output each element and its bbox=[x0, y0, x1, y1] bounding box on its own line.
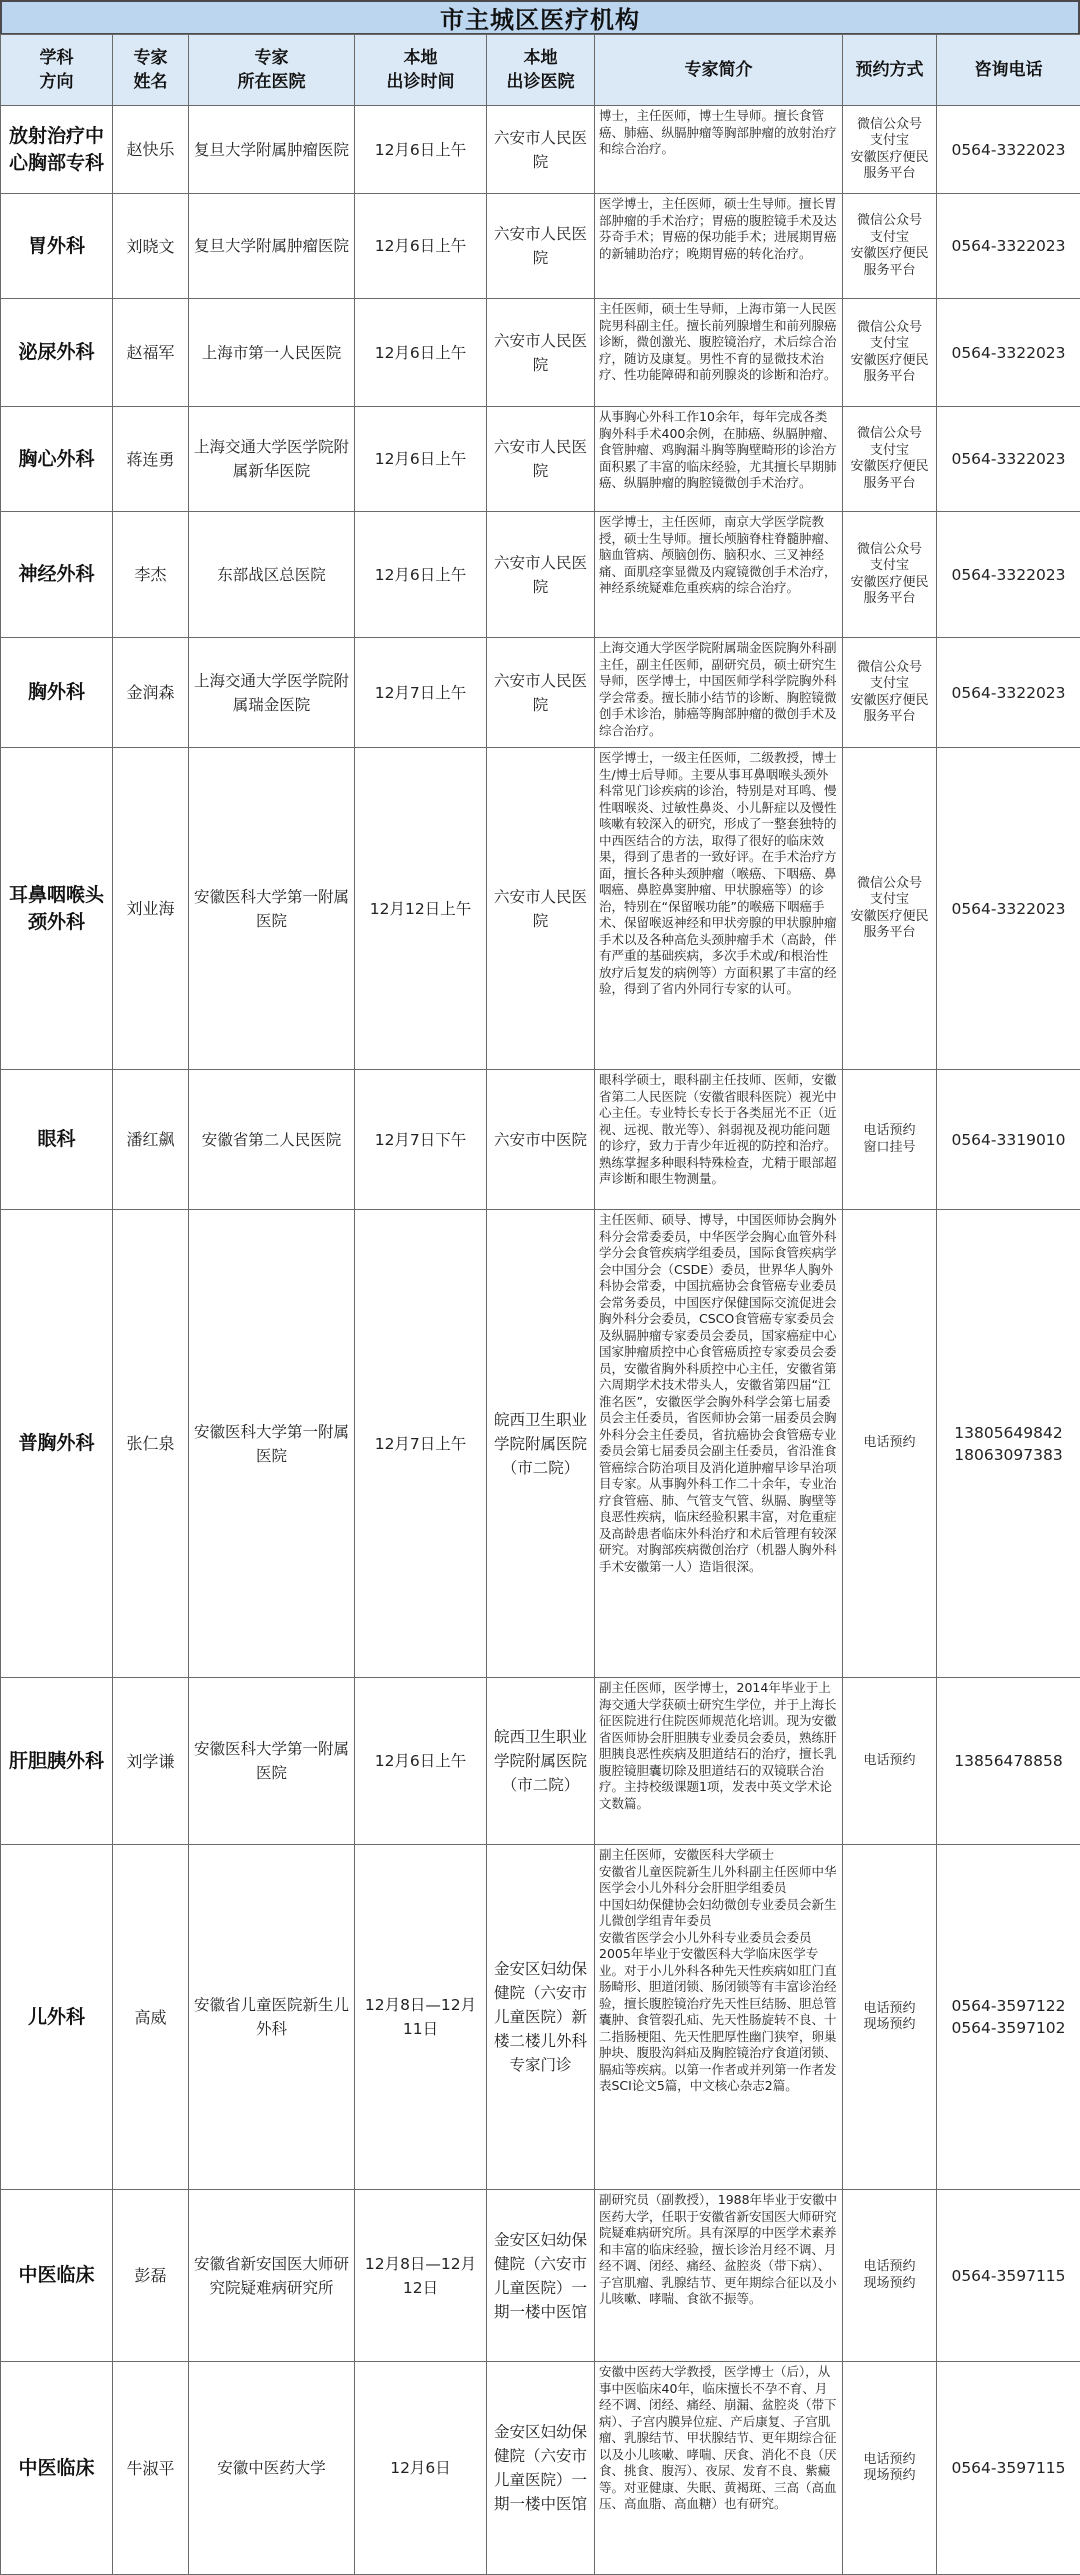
dept-cell: 泌尿外科 bbox=[1, 299, 113, 407]
header-name: 专家 姓名 bbox=[113, 35, 189, 106]
table-row bbox=[1, 1678, 1080, 1845]
expert-name: 高威 bbox=[113, 1845, 189, 2190]
expert-name: 李杰 bbox=[113, 512, 189, 638]
header-place: 本地 出诊医院 bbox=[487, 35, 595, 106]
expert-name: 蒋连勇 bbox=[113, 407, 189, 512]
clinic-hospital: 皖西卫生职业学院附属医院（市二院） bbox=[487, 1678, 595, 1845]
expert-hospital: 安徽省儿童医院新生儿外科 bbox=[189, 1845, 355, 2190]
phone-number[interactable]: 0564-3322023 bbox=[937, 748, 1080, 1070]
expert-name: 刘学谦 bbox=[113, 1678, 189, 1845]
booking-method: 电话预约 窗口挂号 bbox=[843, 1070, 937, 1210]
clinic-time: 12月12日上午 bbox=[355, 748, 487, 1070]
header-phone: 咨询电话 bbox=[937, 35, 1080, 106]
clinic-hospital: 金安区妇幼保健院（六安市儿童医院）一期一楼中医馆 bbox=[487, 2362, 595, 2575]
expert-name: 赵快乐 bbox=[113, 106, 189, 194]
expert-hospital: 安徽省新安国医大师研究院疑难病研究所 bbox=[189, 2190, 355, 2362]
expert-hospital: 安徽医科大学第一附属医院 bbox=[189, 748, 355, 1070]
dept-cell: 神经外科 bbox=[1, 512, 113, 638]
expert-hospital: 复旦大学附属肿瘤医院 bbox=[189, 106, 355, 194]
expert-hospital: 上海交通大学医学院附属新华医院 bbox=[189, 407, 355, 512]
clinic-time: 12月6日上午 bbox=[355, 106, 487, 194]
table-row bbox=[1, 1210, 1080, 1678]
expert-name: 牛淑平 bbox=[113, 2362, 189, 2575]
expert-intro: 从事胸心外科工作10余年，每年完成各类胸外科手术400余例，在肺癌、纵膈肿瘤、食管肿瘤、鸡胸漏斗胸等胸壁畸形的诊治方面积累了丰富的临床经验，尤其擅长早期肺癌、纵膈肿瘤的胸腔镜微创手术治疗。 bbox=[595, 407, 843, 512]
clinic-hospital: 六安市人民医院 bbox=[487, 299, 595, 407]
table-row bbox=[1, 407, 1080, 512]
phone-number[interactable]: 0564-3597115 bbox=[937, 2190, 1080, 2362]
clinic-hospital: 六安市人民医院 bbox=[487, 512, 595, 638]
booking-method: 微信公众号 支付宝 安徽医疗便民服务平台 bbox=[843, 512, 937, 638]
booking-method: 电话预约 现场预约 bbox=[843, 2190, 937, 2362]
expert-hospital: 安徽医科大学第一附属医院 bbox=[189, 1210, 355, 1678]
clinic-hospital: 六安市人民医院 bbox=[487, 638, 595, 748]
clinic-time: 12月6日上午 bbox=[355, 299, 487, 407]
table-row bbox=[1, 638, 1080, 748]
clinic-hospital: 六安市人民医院 bbox=[487, 407, 595, 512]
table-row bbox=[1, 2190, 1080, 2362]
booking-method: 微信公众号 支付宝 安徽医疗便民服务平台 bbox=[843, 194, 937, 299]
booking-method: 电话预约 现场预约 bbox=[843, 2362, 937, 2575]
expert-intro: 眼科学硕士，眼科副主任技师、医师，安徽省第二人民医院（安徽省眼科医院）视光中心主任。专业特长专长于各类屈光不正（近视、远视、散光等）、斜弱视及视功能问题的诊疗，致力于青少年近视的防控和治疗。熟练掌握多种眼科特殊检查，尤精于眼部超声诊断和眼生物测量。 bbox=[595, 1070, 843, 1210]
clinic-table bbox=[0, 34, 1080, 2575]
expert-hospital: 上海市第一人民医院 bbox=[189, 299, 355, 407]
expert-intro: 医学博士，主任医师，南京大学医学院教授，硕士生导师。擅长颅脑脊柱脊髓肿瘤、脑血管病、颅脑创伤、脑积水、三叉神经痛、面肌痉挛显微及内窥镜微创手术治疗，神经系统疑难危重疾病的综合治疗。 bbox=[595, 512, 843, 638]
expert-hospital: 安徽中医药大学 bbox=[189, 2362, 355, 2575]
clinic-hospital: 六安市人民医院 bbox=[487, 194, 595, 299]
expert-name: 金润森 bbox=[113, 638, 189, 748]
expert-name: 彭磊 bbox=[113, 2190, 189, 2362]
table-header-row bbox=[1, 35, 1080, 106]
expert-intro: 副主任医师，安徽医科大学硕士 安徽省儿童医院新生儿外科副主任医师中华医学会小儿外科分会肝胆学组委员 中国妇幼保健协会妇幼微创专业委员会新生儿微创学组青年委员 安徽省医学会小儿外科专业委员会委员 2005年毕业于安徽医科大学临床医学专业。对于小儿外科各种先天性疾病如肛门直肠畸形、胆道闭锁、肠闭锁等有丰富诊治经验，擅长腹腔镜治疗先天性巨结肠、胆总管囊肿、食管裂孔疝、先天性肠旋转不良、十二指肠梗阻、先天性肥厚性幽门狭窄，卵巢肿块、腹股沟斜疝及胸腔镜治疗食道闭锁、膈疝等疾病。以第一作者或并列第一作者发表SCI论文5篇，中文核心杂志2篇。 bbox=[595, 1845, 843, 2190]
booking-method: 电话预约 bbox=[843, 1210, 937, 1678]
phone-number[interactable]: 0564-3597115 bbox=[937, 2362, 1080, 2575]
header-dept: 学科 方向 bbox=[1, 35, 113, 106]
clinic-hospital: 六安市人民医院 bbox=[487, 106, 595, 194]
expert-hospital: 安徽省第二人民医院 bbox=[189, 1070, 355, 1210]
header-intro: 专家简介 bbox=[595, 35, 843, 106]
dept-cell: 中医临床 bbox=[1, 2190, 113, 2362]
header-hospital: 专家 所在医院 bbox=[189, 35, 355, 106]
booking-method: 微信公众号 支付宝 安徽医疗便民服务平台 bbox=[843, 106, 937, 194]
booking-method: 电话预约 现场预约 bbox=[843, 1845, 937, 2190]
booking-method: 电话预约 bbox=[843, 1678, 937, 1845]
clinic-time: 12月6日上午 bbox=[355, 194, 487, 299]
table-row bbox=[1, 194, 1080, 299]
expert-hospital: 东部战区总医院 bbox=[189, 512, 355, 638]
expert-hospital: 复旦大学附属肿瘤医院 bbox=[189, 194, 355, 299]
clinic-time: 12月6日上午 bbox=[355, 1678, 487, 1845]
clinic-time: 12月8日—12月11日 bbox=[355, 1845, 487, 2190]
phone-number[interactable]: 13856478858 bbox=[937, 1678, 1080, 1845]
expert-hospital: 上海交通大学医学院附属瑞金医院 bbox=[189, 638, 355, 748]
clinic-time: 12月6日上午 bbox=[355, 407, 487, 512]
table-row bbox=[1, 1845, 1080, 2190]
clinic-time: 12月8日—12月12日 bbox=[355, 2190, 487, 2362]
expert-name: 赵福军 bbox=[113, 299, 189, 407]
expert-intro: 博士，主任医师，博士生导师。擅长食管癌、肺癌、纵膈肿瘤等胸部肿瘤的放射治疗和综合治疗。 bbox=[595, 106, 843, 194]
table-row bbox=[1, 748, 1080, 1070]
booking-method: 微信公众号 支付宝 安徽医疗便民服务平台 bbox=[843, 299, 937, 407]
dept-cell: 眼科 bbox=[1, 1070, 113, 1210]
dept-cell: 普胸外科 bbox=[1, 1210, 113, 1678]
table-row bbox=[1, 512, 1080, 638]
booking-method: 微信公众号 支付宝 安徽医疗便民服务平台 bbox=[843, 407, 937, 512]
phone-number[interactable]: 0564-3322023 bbox=[937, 638, 1080, 748]
table-body bbox=[1, 106, 1080, 2575]
clinic-hospital: 金安区妇幼保健院（六安市儿童医院）一期一楼中医馆 bbox=[487, 2190, 595, 2362]
dept-cell: 耳鼻咽喉头颈外科 bbox=[1, 748, 113, 1070]
expert-name: 张仁泉 bbox=[113, 1210, 189, 1678]
clinic-time: 12月6日 bbox=[355, 2362, 487, 2575]
phone-number[interactable]: 0564-3322023 bbox=[937, 407, 1080, 512]
page-title: 市主城区医疗机构 bbox=[0, 0, 1080, 34]
dept-cell: 胃外科 bbox=[1, 194, 113, 299]
dept-cell: 肝胆胰外科 bbox=[1, 1678, 113, 1845]
phone-number[interactable]: 0564-3322023 bbox=[937, 512, 1080, 638]
phone-number[interactable]: 0564-3322023 bbox=[937, 194, 1080, 299]
table-row bbox=[1, 1070, 1080, 1210]
dept-cell: 胸外科 bbox=[1, 638, 113, 748]
clinic-time: 12月7日上午 bbox=[355, 1210, 487, 1678]
clinic-hospital: 六安市中医院 bbox=[487, 1070, 595, 1210]
expert-intro: 主任医师、硕导、博导，中国医师协会胸外科分会常委委员，中华医学会胸心血管外科学分会食管疾病学组委员，国际食管疾病学会中国分会（CSDE）委员，世界华人胸外科协会常委，中国抗癌协会食管癌专业委员会常务委员，中国医疗保健国际交流促进会胸外科分会委员，CSCO食管癌专家委员会及纵膈肿瘤专家委员会委员，国家癌症中心国家肿瘤质控中心食管癌质控专家委员会委员，安徽省胸外科质控中心主任，安徽省第六周期学术技术带头人，安徽省第四届“江淮名医”，安徽医学会胸外科学会第七届委员会主任委员，省医师协会第一届委员会胸外科分会主任委员，省抗癌协会食管癌专业委员会第七届委员会副主任委员，省沿淮食管癌综合防治项目及消化道肿瘤早诊早治项目专家。从事胸外科工作二十余年，专业治疗食管癌、肺、气管支气管、纵膈、胸壁等良恶性疾病，临床经验积累丰富，对危重症及高龄患者临床外科治疗和术后管理有较深研究。对胸部疾病微创治疗（机器人胸外科手术安徽第一人）造诣很深。 bbox=[595, 1210, 843, 1678]
clinic-hospital: 金安区妇幼保健院（六安市儿童医院）新楼二楼儿外科专家门诊 bbox=[487, 1845, 595, 2190]
expert-name: 刘晓文 bbox=[113, 194, 189, 299]
booking-method: 微信公众号 支付宝 安徽医疗便民服务平台 bbox=[843, 638, 937, 748]
phone-number[interactable]: 0564-3597122 0564-3597102 bbox=[937, 1845, 1080, 2190]
phone-number[interactable]: 13805649842 18063097383 bbox=[937, 1210, 1080, 1678]
table-row bbox=[1, 106, 1080, 194]
header-method: 预约方式 bbox=[843, 35, 937, 106]
clinic-time: 12月7日下午 bbox=[355, 1070, 487, 1210]
clinic-hospital: 六安市人民医院 bbox=[487, 748, 595, 1070]
expert-intro: 副研究员（副教授），1988年毕业于安徽中医药大学，任职于安徽省新安国医大师研究院疑难病研究所。具有深厚的中医学术素养和丰富的临床经验，擅长诊治月经不调、月经不调、闭经、痛经、盆腔炎（带下病）、子宫肌瘤、乳腺结节、更年期综合征以及小儿咳嗽、哮喘、食欲不振等。 bbox=[595, 2190, 843, 2362]
expert-name: 潘红飙 bbox=[113, 1070, 189, 1210]
header-time: 本地 出诊时间 bbox=[355, 35, 487, 106]
clinic-time: 12月6日上午 bbox=[355, 512, 487, 638]
dept-cell: 放射治疗中心胸部专科 bbox=[1, 106, 113, 194]
expert-intro: 上海交通大学医学院附属瑞金医院胸外科副主任，副主任医师，副研究员，硕士研究生导师，医学博士，中国医师学科学院胸外科学会常委。擅长肺小结节的诊断、胸腔镜微创手术诊治，肺癌等胸部肿瘤的微创手术及综合治疗。 bbox=[595, 638, 843, 748]
expert-intro: 医学博士，一级主任医师，二级教授，博士生/博士后导师。主要从事耳鼻咽喉头颈外科常见门诊疾病的诊治，特别是对耳鸣、慢性咽喉炎、过敏性鼻炎、小儿鼾症以及慢性咳嗽有较深入的研究，形成了一整套独特的中西医结合的方法，取得了很好的临床效果，得到了患者的一致好评。在手术治疗方面，擅长各种头颈肿瘤（喉癌、下咽癌、鼻咽癌、鼻腔鼻窦肿瘤、甲状腺癌等）的诊治，特别在“保留喉功能”的喉癌下咽癌手术、保留喉返神经和甲状旁腺的甲状腺肿瘤手术以及各种高危头颈肿瘤手术（高龄，伴有严重的基础疾病，多次手术或/和根治性放疗后复发的病例等）方面积累了丰富的经验，得到了省内外同行专家的认可。 bbox=[595, 748, 843, 1070]
table-row bbox=[1, 299, 1080, 407]
dept-cell: 胸心外科 bbox=[1, 407, 113, 512]
expert-name: 刘业海 bbox=[113, 748, 189, 1070]
expert-intro: 安徽中医药大学教授，医学博士（后），从事中医临床40年，临床擅长不孕不育、月经不调、闭经、痛经、崩漏、盆腔炎（带下病）、子宫内膜异位症、产后康复、子宫肌瘤、乳腺结节、甲状腺结节、更年期综合征以及小儿咳嗽、哮喘、厌食、消化不良（厌食、挑食、腹泻）、夜尿、发育不良、紫癜等。对亚健康、失眠、黄褐斑、三高（高血压、高血脂、高血糖）也有研究。 bbox=[595, 2362, 843, 2575]
expert-intro: 医学博士，主任医师，硕士生导师。擅长胃部肿瘤的手术治疗；胃癌的腹腔镜手术及达芬奇手术；胃癌的保功能手术；进展期胃癌的新辅助治疗；晚期胃癌的转化治疗。 bbox=[595, 194, 843, 299]
clinic-hospital: 皖西卫生职业学院附属医院（市二院） bbox=[487, 1210, 595, 1678]
phone-number[interactable]: 0564-3319010 bbox=[937, 1070, 1080, 1210]
phone-number[interactable]: 0564-3322023 bbox=[937, 299, 1080, 407]
dept-cell: 儿外科 bbox=[1, 1845, 113, 2190]
booking-method: 微信公众号 支付宝 安徽医疗便民服务平台 bbox=[843, 748, 937, 1070]
phone-number[interactable]: 0564-3322023 bbox=[937, 106, 1080, 194]
clinic-time: 12月7日上午 bbox=[355, 638, 487, 748]
table-row bbox=[1, 2362, 1080, 2575]
dept-cell: 中医临床 bbox=[1, 2362, 113, 2575]
expert-hospital: 安徽医科大学第一附属医院 bbox=[189, 1678, 355, 1845]
expert-intro: 副主任医师，医学博士，2014年毕业于上海交通大学获硕士研究生学位，并于上海长征医院进行住院医师规范化培训。现为安徽省医师协会肝胆胰专业委员会委员，熟练肝胆胰良恶性疾病及胆道结石的治疗，擅长乳腹腔镜胆囊切除及胆道结石的双镜联合治疗。主持校级课题1项，发表中英文学术论文数篇。 bbox=[595, 1678, 843, 1845]
expert-intro: 主任医师，硕士生导师，上海市第一人民医院男科副主任。擅长前列腺增生和前列腺癌诊断，微创激光、腹腔镜治疗，术后综合治疗，随访及康复。男性不育的显微技术治疗、性功能障碍和前列腺炎的诊断和治疗。 bbox=[595, 299, 843, 407]
